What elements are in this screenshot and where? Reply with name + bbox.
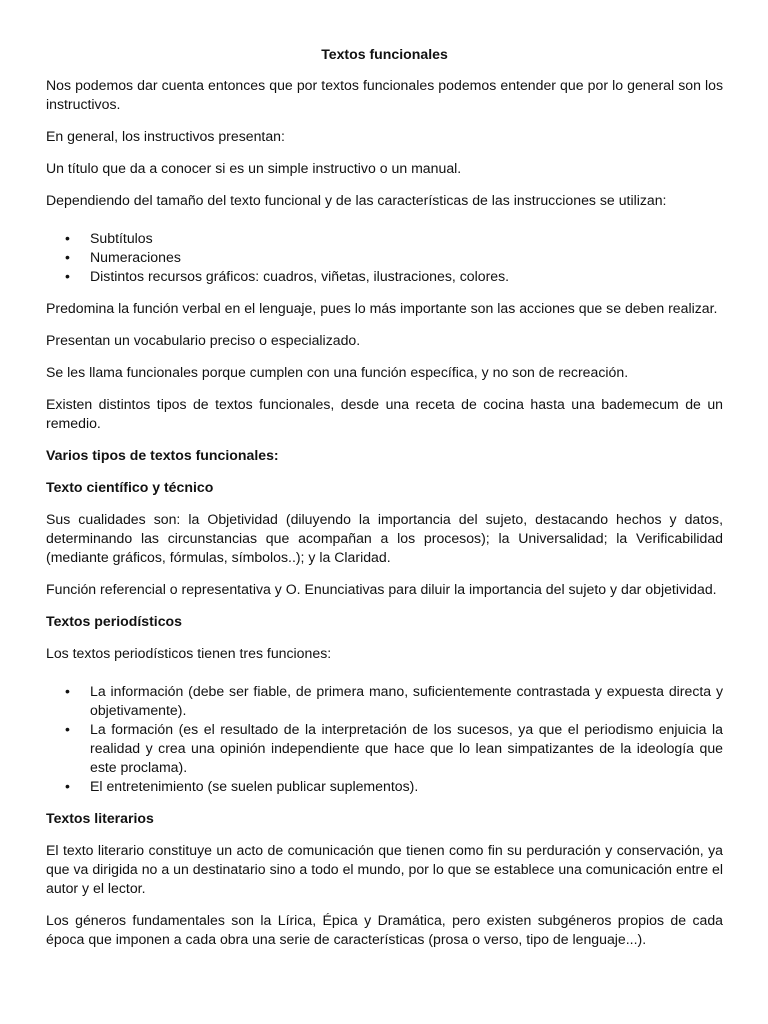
- body-paragraph: Se les llama funcionales porque cumplen con una función específica, y no son de recreación.: [46, 364, 629, 380]
- list-item: • Subtítulos: [46, 229, 723, 248]
- intro-paragraph: Un título que da a conocer si es un simple instructivo o un manual.: [46, 160, 462, 176]
- body-paragraph: Función referencial o representativa y O. Enunciativas para diluir la importancia del sujeto y dar objetividad.: [46, 581, 717, 597]
- intro-paragraph: Nos podemos dar cuenta entonces que por textos funcionales podemos entender que por lo general son los instructivos.: [46, 77, 723, 112]
- list-item: • Distintos recursos gráficos: cuadros, viñetas, ilustraciones, colores.: [46, 267, 723, 286]
- intro-paragraph: En general, los instructivos presentan:: [46, 128, 285, 144]
- body-paragraph: Sus cualidades son: la Objetividad (diluyendo la importancia del sujeto, destacando hechos y datos, determinando las circunstancias que acompañan a los procesos); la Universalidad; la Verificabilidad (mediante gráficos, fórmulas, símbolos..); y la Claridad.: [46, 511, 723, 565]
- body-paragraph: Predomina la función verbal en el lenguaje, pues lo más importante son las acciones que se deben realizar.: [46, 300, 718, 316]
- section-heading: Varios tipos de textos funcionales:: [46, 447, 279, 463]
- section-heading: Texto científico y técnico: [46, 479, 214, 495]
- body-paragraph: El texto literario constituye un acto de comunicación que tienen como fin su perduración y conservación, ya que va dirigida no a un destinatario sino a todo el mundo, por lo que se establece una comunicación entre el autor y el lector.: [46, 842, 723, 896]
- body-paragraph: Existen distintos tipos de textos funcionales, desde una receta de cocina hasta una bademecum de un remedio.: [46, 396, 723, 431]
- intro-paragraph: Dependiendo del tamaño del texto funcional y de las características de las instrucciones se utilizan:: [46, 192, 667, 208]
- document-page: [46, 45, 723, 962]
- body-paragraph: Los géneros fundamentales son la Lírica, Épica y Dramática, pero existen subgéneros propios de cada época que imponen a cada obra una serie de características (prosa o verso, tipo de lenguaje...).: [46, 912, 723, 947]
- body-paragraph: Presentan un vocabulario preciso o especializado.: [46, 332, 361, 348]
- section-heading: Textos periodísticos: [46, 613, 183, 629]
- list-item: • El entretenimiento (se suelen publicar suplementos).: [46, 777, 723, 796]
- body-paragraph: Los textos periodísticos tienen tres funciones:: [46, 645, 332, 661]
- page-title: Textos funcionales: [321, 46, 448, 62]
- list-item: • Numeraciones: [46, 248, 723, 267]
- features-list: [46, 229, 723, 286]
- journalistic-functions-list: [46, 682, 723, 796]
- list-item: • La información (debe ser fiable, de primera mano, suficientemente contrastada y expuesta directa y objetivamente).: [46, 682, 723, 720]
- section-heading: Textos literarios: [46, 810, 154, 826]
- list-item: • La formación (es el resultado de la interpretación de los sucesos, ya que el periodismo enjuicia la realidad y crea una opinión independiente que hace que lo lean simpatizantes de la ideología que este proclama).: [46, 720, 723, 777]
